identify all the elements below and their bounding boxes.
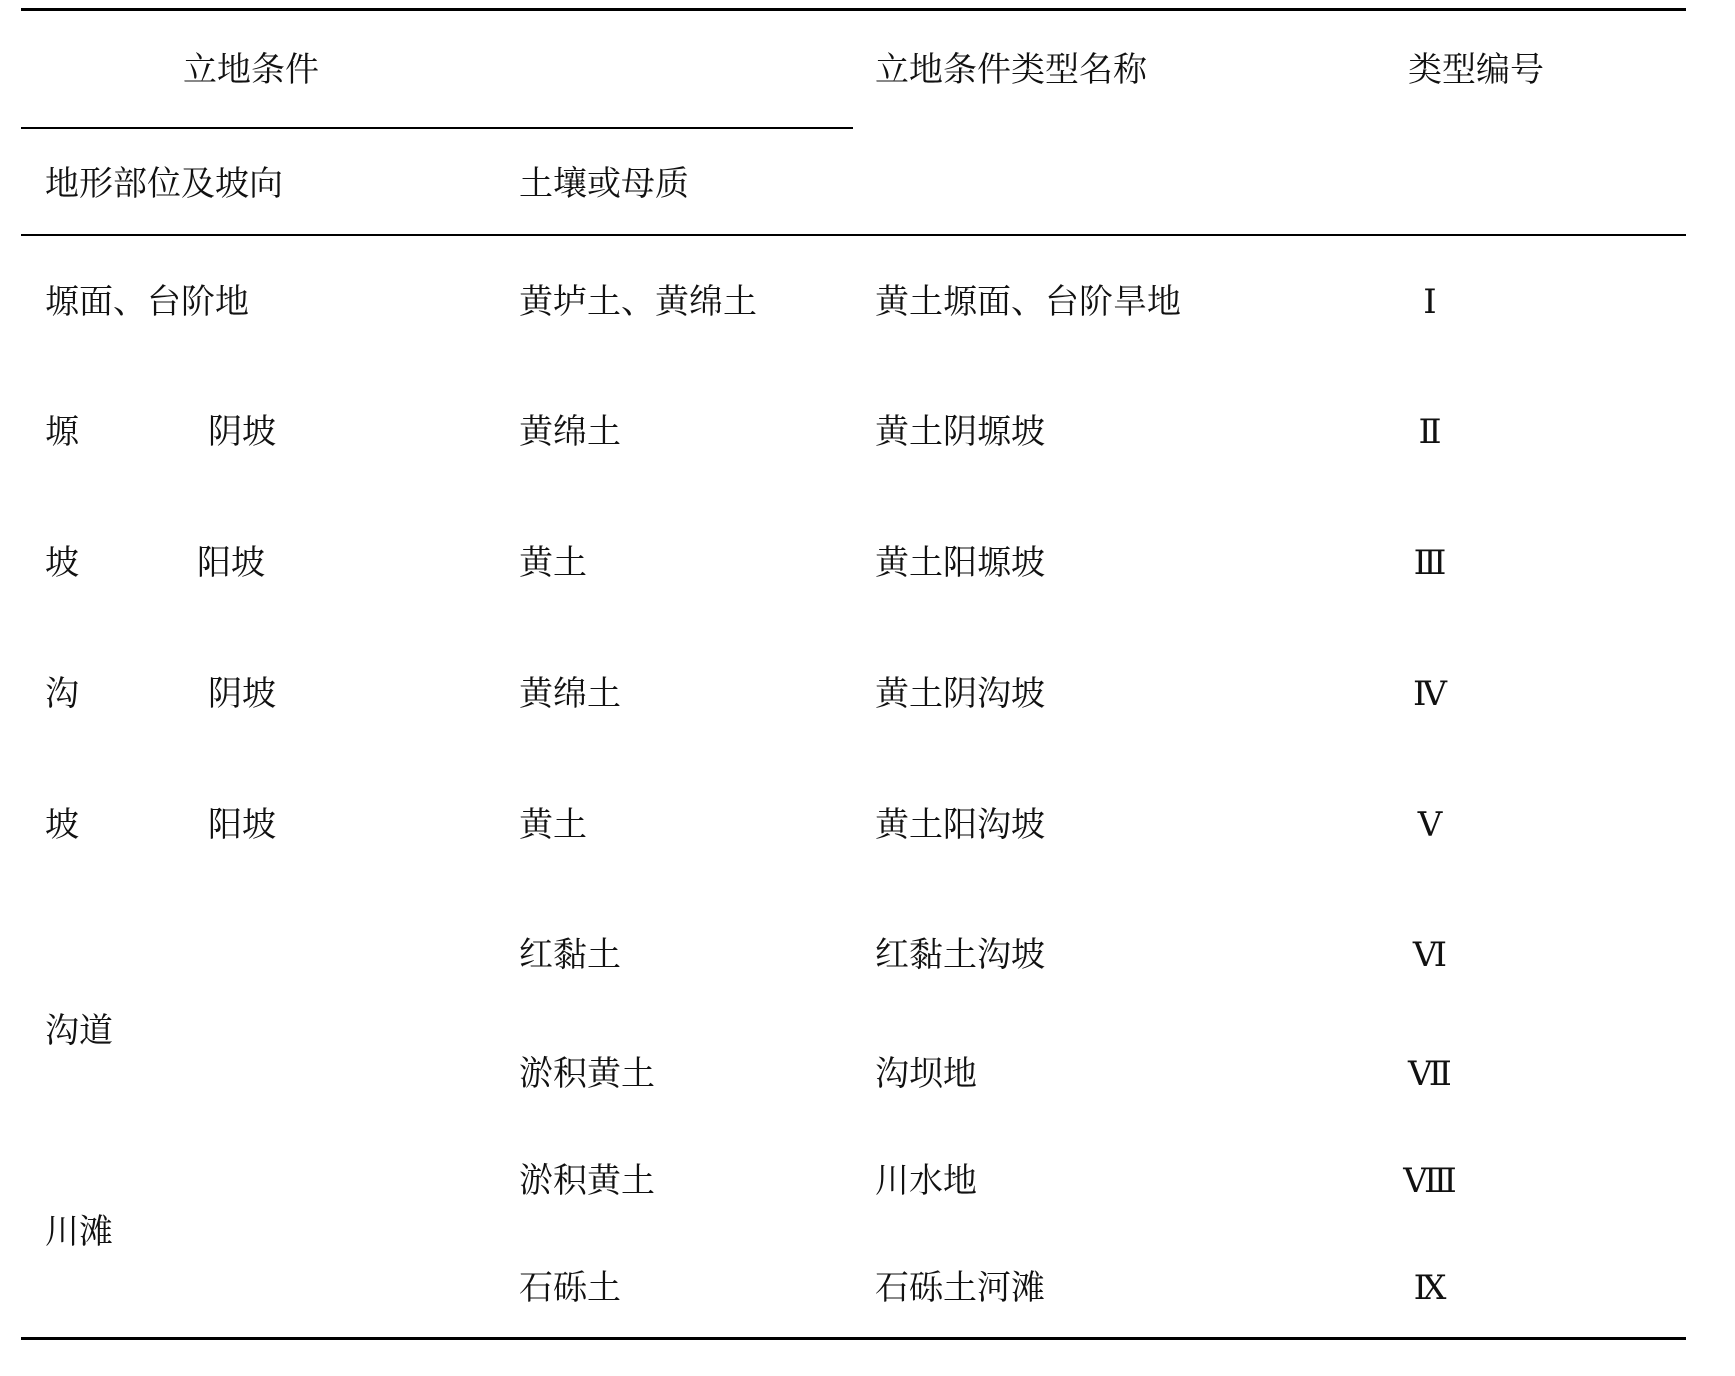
row-5-type-number: Ⅴ <box>1417 805 1443 845</box>
row-1-type-name: 黄土塬面、台阶旱地 <box>875 282 1181 322</box>
header-type-name: 立地条件类型名称 <box>875 50 1147 90</box>
row-1-type-number: Ⅰ <box>1423 282 1437 322</box>
row-3-soil: 黄土 <box>519 543 587 583</box>
row-8-type-number: Ⅷ <box>1403 1161 1457 1201</box>
row-4-terrain: 沟 <box>45 674 79 714</box>
header-terrain-aspect: 地形部位及坡向 <box>45 164 283 204</box>
row-8-soil: 淤积黄土 <box>519 1161 655 1201</box>
row-8-type-name: 川水地 <box>875 1161 977 1201</box>
header-type-number: 类型编号 <box>1408 50 1544 90</box>
row-3-type-name: 黄土阳塬坡 <box>875 543 1045 583</box>
row-2-aspect: 阴坡 <box>208 412 276 452</box>
row-2-type-name: 黄土阴塬坡 <box>875 412 1045 452</box>
row-5-terrain: 坡 <box>45 805 79 845</box>
row-2-type-number: Ⅱ <box>1418 412 1442 452</box>
header-soil-parent-material: 土壤或母质 <box>519 164 689 204</box>
row-7-type-name: 沟坝地 <box>875 1054 977 1094</box>
row-1-soil: 黄垆土、黄绵土 <box>519 282 757 322</box>
merged-terrain-river-flat: 川滩 <box>45 1212 113 1252</box>
row-7-soil: 淤积黄土 <box>519 1054 655 1094</box>
row-4-type-number: Ⅳ <box>1413 674 1447 714</box>
header-rule <box>21 234 1686 236</box>
merged-terrain-gully-channel: 沟道 <box>45 1011 113 1051</box>
row-5-type-name: 黄土阳沟坡 <box>875 805 1045 845</box>
row-9-type-name: 石砾土河滩 <box>875 1268 1045 1308</box>
row-4-aspect: 阴坡 <box>208 674 276 714</box>
row-6-soil: 红黏土 <box>519 935 621 975</box>
row-3-aspect: 阳坡 <box>197 543 265 583</box>
row-9-type-number: Ⅸ <box>1413 1268 1447 1308</box>
row-7-type-number: Ⅶ <box>1408 1054 1452 1094</box>
bottom-rule <box>21 1337 1686 1340</box>
top-rule <box>21 8 1686 11</box>
row-2-soil: 黄绵土 <box>519 412 621 452</box>
row-2-terrain: 塬 <box>45 412 79 452</box>
row-3-terrain: 坡 <box>45 543 79 583</box>
row-1-terrain: 塬面、台阶地 <box>45 282 249 322</box>
header-group-site-conditions: 立地条件 <box>183 50 319 90</box>
group-header-rule <box>21 127 853 129</box>
row-5-aspect: 阳坡 <box>208 805 276 845</box>
row-5-soil: 黄土 <box>519 805 587 845</box>
row-4-soil: 黄绵土 <box>519 674 621 714</box>
row-9-soil: 石砾土 <box>519 1268 621 1308</box>
row-6-type-number: Ⅵ <box>1412 935 1448 975</box>
row-3-type-number: Ⅲ <box>1413 543 1447 583</box>
row-4-type-name: 黄土阴沟坡 <box>875 674 1045 714</box>
row-6-type-name: 红黏土沟坡 <box>875 935 1045 975</box>
